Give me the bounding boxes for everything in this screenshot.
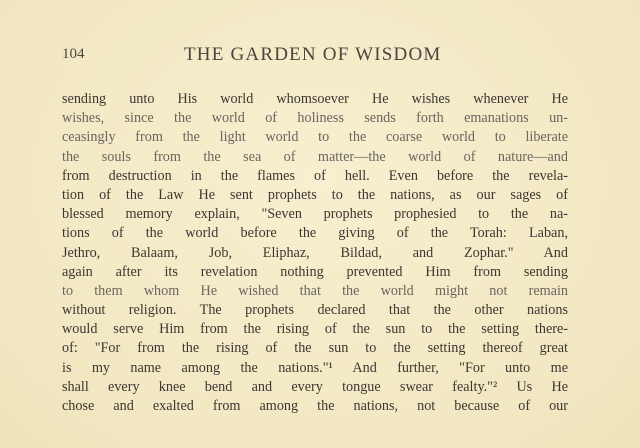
page-number: 104: [62, 46, 85, 62]
text-line: again after its revelation nothing prevented Him from sending: [62, 263, 568, 280]
text-line: shall every knee bend and every tongue swear fealty."² Us He: [62, 378, 568, 395]
text-line: tion of the Law He sent prophets to the nations, as our sages of: [62, 186, 568, 203]
text-line: of: "For from the rising of the sun to the setting thereof great: [62, 340, 568, 357]
text-line: without religion. The prophets declared that the other nations: [62, 302, 568, 319]
text-line: wishes, since the world of holiness sends forth emanations un-: [62, 110, 568, 127]
text-line: blessed memory explain, "Seven prophets prophesied to the na-: [62, 206, 568, 223]
text-line: tions of the world before the giving of the Torah: Laban,: [62, 225, 568, 242]
text-line: sending unto His world whomsoever He wishes whenever He: [62, 91, 568, 107]
text-line: chose and exalted from among the nations, not because of our: [62, 398, 568, 414]
text-line: ceasingly from the light world to the coarse world to liberate: [62, 129, 568, 146]
running-title: THE GARDEN OF WISDOM: [184, 44, 442, 65]
text-line: is my name among the nations."¹ And further, "For unto me: [62, 359, 568, 376]
text-line: Jethro, Balaam, Job, Eliphaz, Bildad, and Zophar." And: [62, 244, 568, 261]
text-line: would serve Him from the rising of the sun to the setting there-: [62, 321, 568, 338]
text-line: the souls from the sea of matter—the world of nature—and: [62, 148, 568, 165]
body-text: [62, 90, 568, 416]
text-line: to them whom He wished that the world might not remain: [62, 282, 568, 299]
page-header: [62, 44, 568, 66]
text-line: from destruction in the flames of hell. Even before the revela-: [62, 167, 568, 184]
